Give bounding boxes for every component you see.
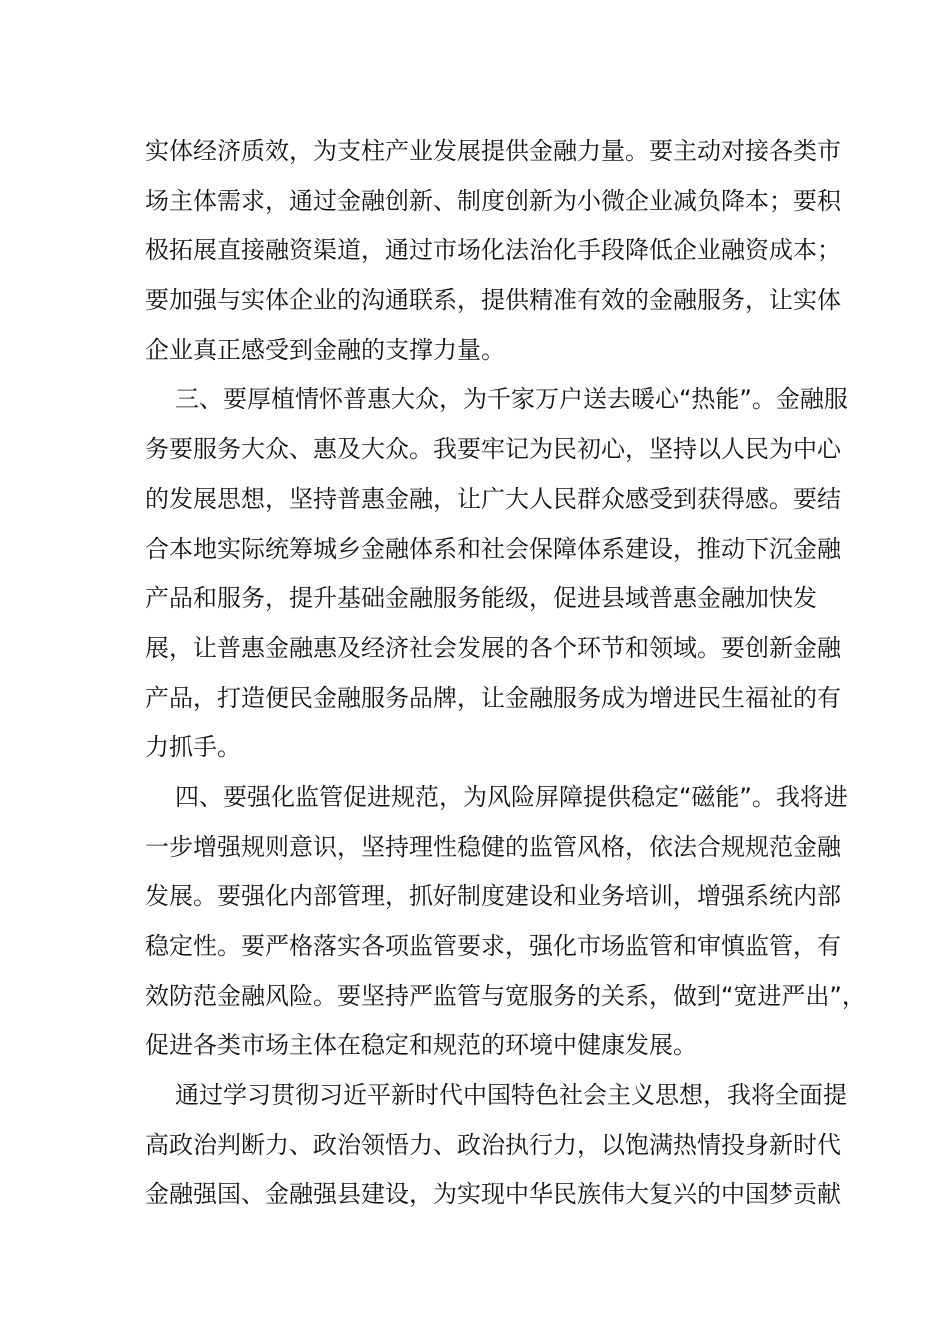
text-line: 要加强与实体企业的沟通联系，提供精准有效的金融服务，让实体 [145, 286, 841, 315]
text-line: 合本地实际统筹城乡金融体系和社会保障体系建设，推动下沉金融 [145, 534, 841, 563]
document-body [145, 127, 866, 1220]
text-line: 金融强国、金融强县建设，为实现中华民族伟大复兴的中国梦贡献 [145, 1180, 841, 1209]
text-line: 三、要厚植情怀普惠大众，为千家万户送去暖心“热能”。金融服 [175, 385, 848, 414]
paragraph-2 [145, 375, 848, 773]
text-line: 产品和服务，提升基础金融服务能级，促进县域普惠金融加快发 [145, 584, 817, 613]
text-line: 通过学习贯彻习近平新时代中国特色社会主义思想，我将全面提 [175, 1081, 847, 1110]
text-line: 促进各类市场主体在稳定和规范的环境中健康发展。 [145, 1031, 697, 1060]
text-line: 实体经济质效，为支柱产业发展提供金融力量。要主动对接各类市 [145, 137, 841, 165]
text-line: 高政治判断力、政治领悟力、政治执行力，以饱满热情投身新时代 [145, 1130, 841, 1159]
text-line: 极拓展直接融资渠道，通过市场化法治化手段降低企业融资成本； [145, 236, 841, 265]
text-line: 产品，打造便民金融服务品牌，让金融服务成为增进民生福祉的有 [145, 683, 841, 712]
text-line: 务要服务大众、惠及大众。我要牢记为民初心，坚持以人民为中心 [145, 435, 841, 464]
text-line: 的发展思想，坚持普惠金融，让广大人民群众感受到获得感。要结 [145, 484, 841, 513]
text-line: 力抓手。 [145, 733, 241, 762]
text-line: 四、要强化监管促进规范，为风险屏障提供稳定“磁能”。我将进 [175, 782, 848, 811]
text-line: 稳定性。要严格落实各项监管要求，强化市场监管和审慎监管，有 [145, 932, 841, 960]
text-line: 场主体需求，通过金融创新、制度创新为小微企业减负降本；要积 [145, 186, 841, 215]
paragraph-1 [145, 127, 841, 375]
text-line: 一步增强规则意识，坚持理性稳健的监管风格，依法合规规范金融 [145, 832, 841, 861]
paragraph-3 [145, 773, 866, 1071]
text-line: 企业真正感受到金融的支撑力量。 [145, 335, 505, 364]
paragraph-4 [145, 1071, 847, 1220]
text-line: 效防范金融风险。要坚持严监管与宽服务的关系，做到“宽进严出”， [145, 981, 866, 1010]
text-line: 展，让普惠金融惠及经济社会发展的各个环节和领域。要创新金融 [145, 633, 841, 662]
text-line: 发展。要强化内部管理，抓好制度建设和业务培训，增强系统内部 [145, 882, 841, 911]
